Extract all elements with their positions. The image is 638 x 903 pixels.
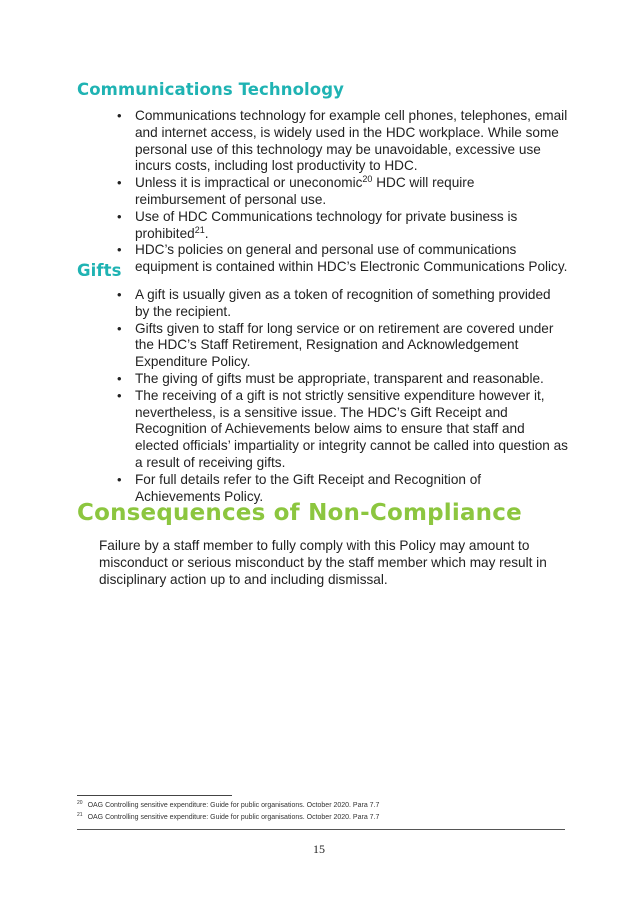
list-item [0, 209, 638, 243]
list-item-text: Unless it is impractical or uneconomic [135, 175, 363, 191]
list-item-text: The receiving of a gift is not strictly sensitive expenditure however it, nevertheless, is a sensitive issue. The HDC’s Gift Receipt and Recognition of Achievements below aims to ensure that staff and elected officials’ impartiality or integrity cannot be called into question as a result of receiving gifts. [135, 387, 568, 470]
footnote-ref: 20 [362, 174, 373, 185]
list-item-text: Communications technology for example cell phones, telephones, email and internet access, is widely used in the HDC workplace. While some personal use of this technology may be unavoidable, excessive use incurs costs, including lost productivity to HDC. [135, 108, 568, 174]
page-number: 15 [313, 842, 325, 856]
list-item [0, 321, 638, 371]
bullet-glyph: • [117, 370, 122, 386]
bullet-glyph: • [117, 175, 122, 191]
bullet-glyph: • [117, 242, 122, 258]
footnote-text: OAG Controlling sensitive expenditure: Guide for public organisations. October 2020. Para 7.7 [87, 802, 380, 809]
consequences-paragraph: Failure by a staff member to fully comply with this Policy may amount to misconduct or serious misconduct by the staff member which may result in disciplinary action up to and including dismissal. [99, 538, 547, 587]
footnote-ref: 21 [194, 224, 205, 235]
bullet-glyph: • [117, 287, 122, 302]
bullet-glyph: • [117, 471, 122, 487]
bullet-glyph: • [117, 108, 122, 123]
heading-gifts: Gifts [77, 261, 122, 280]
list-item-text: The giving of gifts must be appropriate, transparent and reasonable. [135, 370, 544, 386]
list-item-text: A gift is usually given as a token of recognition of something provided by the recipient. [135, 287, 551, 319]
list-item-text: HDC’s policies on general and personal use of communications equipment is contained within HDC’s Electronic Communications Policy. [135, 242, 568, 275]
list-item [0, 175, 638, 209]
footnote-divider [77, 795, 232, 796]
footnote-number: 20 [77, 800, 83, 806]
gifts-bullet-list [0, 287, 638, 505]
footer-divider [77, 829, 565, 830]
footnote-number: 21 [77, 812, 83, 818]
list-item [0, 108, 638, 175]
list-item-text: Use of HDC Communications technology for private business is prohibited [135, 208, 518, 241]
list-item-text: HDC will require reimbursement of personal use. [135, 175, 475, 207]
heading-consequences: Consequences of Non-Compliance [77, 500, 522, 526]
list-item [0, 388, 638, 472]
bullet-glyph: • [117, 320, 122, 336]
list-item-text: For full details refer to the Gift Receipt and Recognition of Achievements Policy. [135, 471, 482, 504]
list-item [0, 371, 638, 388]
bullet-glyph: • [117, 208, 122, 224]
footnote [77, 799, 379, 810]
list-item [0, 287, 638, 321]
footnote-text: OAG Controlling sensitive expenditure: Guide for public organisations. October 2020. Para 7.7 [87, 814, 380, 821]
bullet-glyph: • [117, 387, 122, 403]
list-item-text: . [204, 225, 209, 241]
heading-communications-technology: Communications Technology [77, 80, 345, 99]
communications-bullet-list [0, 108, 638, 276]
footnote [77, 811, 379, 822]
list-item-text: Gifts given to staff for long service or on retirement are covered under the HDC’s Staff Retirement, Resignation and Acknowledgement Expenditure Policy. [135, 320, 554, 370]
